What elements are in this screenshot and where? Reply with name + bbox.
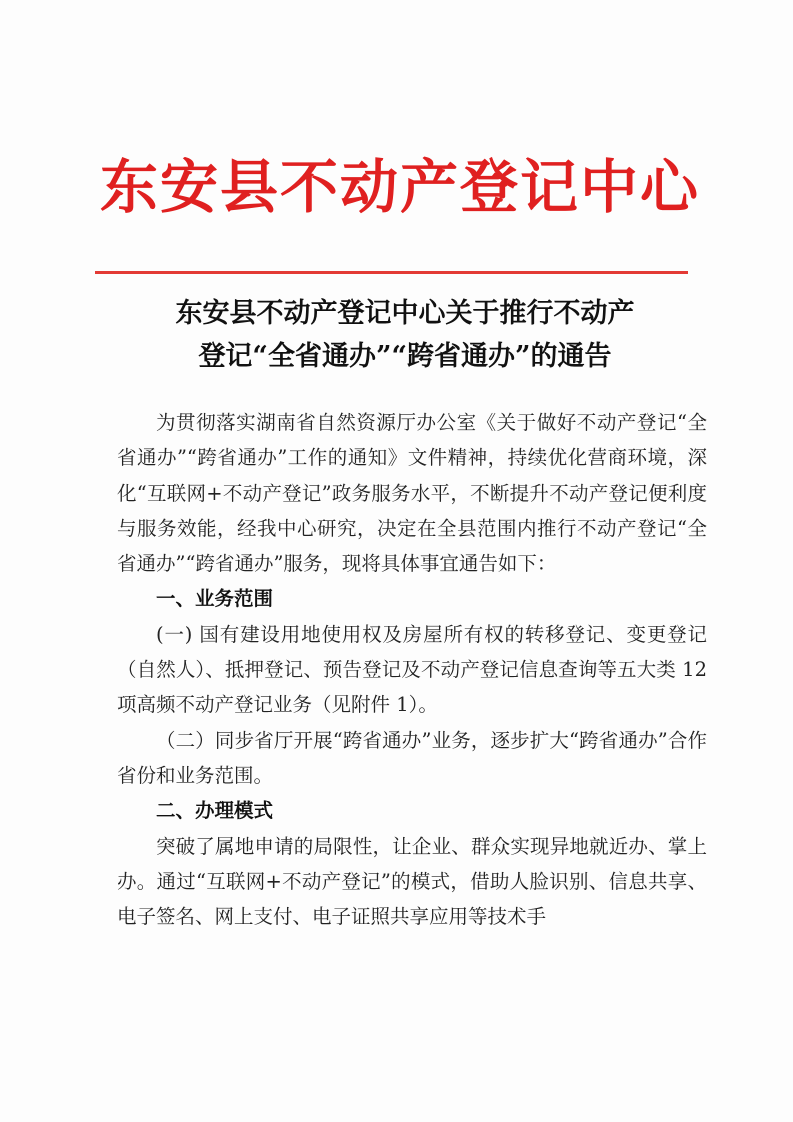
intro-paragraph: 为贯彻落实湖南省自然资源厅办公室《关于做好不动产登记“全省通办”“跨省通办”工作的通知》文件精神，持续优化营商环境，深化“互联网+不动产登记”政务服务水平，不断提升不动产登记便利度与服务效能，经我中心研究，决定在全县范围内推行不动产登记“全省通办”“跨省通办”服务，现将具体事宜通告如下： <box>117 411 707 576</box>
section-heading-business-scope: 一、业务范围 <box>156 587 274 611</box>
business-scope-item-2: （二）同步省厅开展“跨省通办”业务，逐步扩大“跨省通办”合作省份和业务范围。 <box>117 728 707 787</box>
document-title-line-1: 东安县不动产登记中心关于推行不动产 <box>175 298 635 329</box>
document-title <box>105 292 705 378</box>
document-body <box>117 405 707 934</box>
handling-mode-paragraph: 突破了属地申请的局限性，让企业、群众实现异地就近办、掌上办。通过“互联网+不动产登记”的模式，借助人脸识别、信息共享、电子签名、网上支付、电子证照共享应用等技术手 <box>117 834 707 929</box>
letterhead-red-rule <box>95 271 688 274</box>
business-scope-item-1: (一) 国有建设用地使用权及房屋所有权的转移登记、变更登记（自然人）、抵押登记、预告登记及不动产登记信息查询等五大类 12 项高频不动产登记业务（见附件 1）。 <box>117 622 707 717</box>
section-heading-handling-mode: 二、办理模式 <box>156 799 274 823</box>
letterhead-org-name: 东安县不动产登记中心 <box>100 153 701 221</box>
document-title-line-2: 登记“全省通办”“跨省通办”的通告 <box>198 341 612 372</box>
